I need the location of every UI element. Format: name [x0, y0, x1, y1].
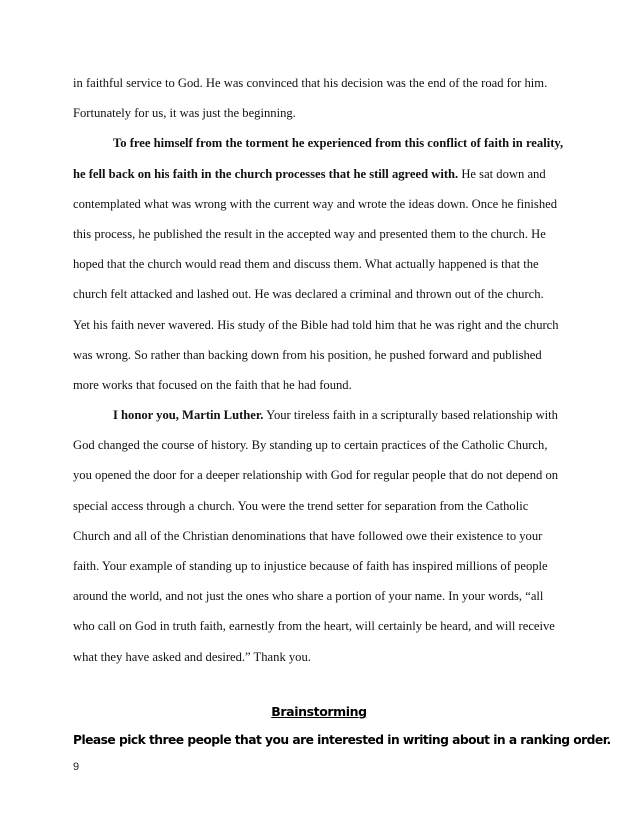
bold-text-segment: he fell back on his faith in the church processes that he still agreed with.	[73, 166, 459, 181]
text-segment: Fortunately for us, it was just the beginning.	[73, 106, 296, 121]
text-segment: in faithful service to God. He was convinced that his decision was the end of the road for him.	[73, 76, 548, 90]
text-segment: God changed the course of history. By standing up to certain practices of the Catholic Church,	[73, 438, 548, 453]
text-line	[73, 611, 573, 641]
brainstorm-prompt: Please pick three people that you are interested in writing about in a ranking order.	[73, 733, 611, 747]
text-line	[73, 370, 573, 400]
text-segment: Your tireless faith in a scripturally based relationship with	[263, 408, 558, 423]
text-segment: special access through a church. You were the trend setter for separation from the Catholic	[73, 498, 529, 513]
text-line	[73, 219, 573, 249]
text-line	[73, 98, 573, 128]
text-segment: you opened the door for a deeper relationship with God for regular people that do not depend on	[73, 468, 559, 483]
text-line	[73, 642, 573, 672]
text-segment: hoped that the church would read them and discuss them. What actually happened is that the	[73, 257, 539, 272]
text-segment: He sat down and	[458, 166, 546, 181]
text-line	[73, 400, 573, 430]
text-segment: faith. Your example of standing up to injustice because of faith has inspired millions of people	[73, 559, 548, 573]
text-segment: was wrong. So rather than backing down from his position, he pushed forward and published	[73, 347, 542, 362]
bold-text-segment: I honor you, Martin Luther.	[113, 408, 264, 423]
text-line	[73, 128, 573, 158]
text-line	[73, 491, 573, 521]
text-line	[73, 249, 573, 279]
text-segment: Church and all of the Christian denominations that have followed owe their existence to your	[73, 528, 543, 543]
text-segment: Yet his faith never wavered. His study of the Bible had told him that he was right and the church	[73, 317, 559, 332]
text-line	[73, 430, 573, 460]
section-heading: Brainstorming	[271, 704, 367, 719]
text-line	[73, 189, 573, 219]
text-segment: contemplated what was wrong with the current way and wrote the ideas down. Once he finished	[73, 196, 558, 211]
text-segment: church felt attacked and lashed out. He was declared a criminal and thrown out of the church.	[73, 287, 544, 302]
text-line	[73, 551, 573, 581]
text-segment: who call on God in truth faith, earnestly from the heart, will certainly be heard, and will receive	[73, 619, 555, 634]
text-line	[73, 460, 573, 490]
text-line	[73, 279, 573, 309]
text-segment: around the world, and not just the ones who share a portion of your name. In your words, “all	[73, 589, 544, 604]
text-line	[73, 581, 573, 611]
text-segment: more works that focused on the faith that he had found.	[73, 377, 352, 392]
body-text	[73, 68, 573, 672]
text-line	[73, 68, 573, 98]
text-line	[73, 159, 573, 189]
page-number: 9	[73, 761, 80, 773]
text-segment: what they have asked and desired.” Thank you.	[73, 649, 311, 664]
text-line	[73, 340, 573, 370]
text-line	[73, 521, 573, 551]
bold-text-segment: To free himself from the torment he experienced from this conflict of faith in reality,	[113, 136, 564, 151]
text-line	[73, 310, 573, 340]
text-segment: this process, he published the result in the accepted way and presented them to the church. He	[73, 226, 546, 241]
